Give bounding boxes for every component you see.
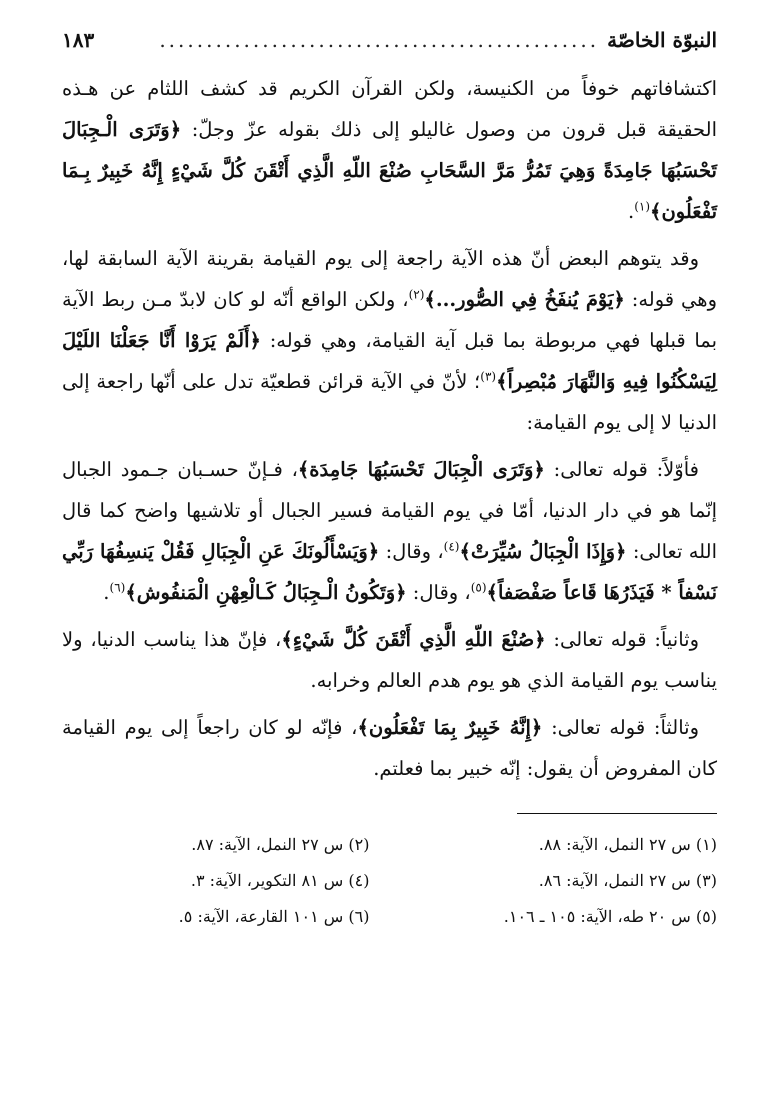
footnote: (٦) س ١٠١ القارعة، الآية: ٥. — [178, 907, 370, 926]
paragraph — [62, 707, 717, 789]
footnote: (٥) س ٢٠ طه، الآية: ١٠٥ ـ ١٠٦. — [503, 907, 717, 926]
text-run: . — [103, 581, 110, 604]
text-run: ، فـإنّ حسـبان جـمود الجبال إنّما هو في دار الدنيا، أمّا في يوم القيامة فسير الجبال أو تلاشيها واضح كما قال الله تعالى: — [62, 458, 717, 563]
text-run: وثانياً: قوله تعالى: — [545, 628, 699, 651]
footnote: (١) س ٢٧ النمل، الآية: ٨٨. — [538, 835, 717, 854]
paragraph — [62, 619, 717, 701]
text-run: ، فإنّه لو كان راجعاً إلى يوم القيامة كان المفروض أن يقول: إنّه خبير بما فعلتم. — [62, 716, 717, 780]
footnotes — [62, 830, 717, 932]
quran-verse: ﴿أَلَمْ يَرَوْا أَنَّا جَعَلْنَا اللَيْلَ لِيَسْكُنُوا فِيهِ وَالنَّهَارَ مُبْصِراً﴾ — [62, 329, 717, 393]
running-header — [62, 28, 717, 64]
page-number: ١٨٣ — [62, 28, 95, 52]
text-run: ، وقال: — [406, 581, 471, 604]
footnote: (٢) س ٢٧ النمل، الآية: ٨٧. — [191, 835, 370, 854]
quran-verse: ﴿وَيَسْأَلُونَكَ عَنِ الْجِبَالِ فَقُلْ يَنسِفُهَا رَبِّي نَسْفاً * فَيَذَرُهَا قَاعاً صَفْصَفاً﴾ — [62, 540, 717, 604]
leader-dots: ............................................... — [159, 28, 600, 52]
body-text — [62, 68, 717, 789]
quran-verse: ﴿وَتَرَى الْجِبَالَ تَحْسَبُهَا جَامِدَة﴾ — [297, 458, 545, 481]
chapter-title: النبوّة الخاصّة — [607, 28, 717, 52]
paragraph — [62, 238, 717, 443]
footnote-ref: (٥) — [470, 580, 487, 595]
footnote-ref: (٦) — [109, 580, 126, 595]
footnote-ref: (٣) — [480, 369, 497, 384]
text-run: ، وقال: — [379, 540, 444, 563]
paragraph — [62, 68, 717, 232]
quran-verse: ﴿صُنْعَ اللّهِ الَّذِي أَتْقَنَ كُلَّ شَيْءٍ﴾ — [281, 628, 546, 651]
text-run: ، ولكن الواقع أنّه لو كان لابدّ مـن ربط الآية بما قبلها فهي مربوطة بما قبل آية القيامة، وهي قوله: — [62, 288, 718, 352]
text-run: وثالثاً: قوله تعالى: — [542, 716, 699, 739]
quran-verse: ﴿وَإِذَا الْجِبَالُ سُيِّرَتْ﴾ — [459, 540, 627, 563]
text-run: ؛ لأنّ في الآية قرائن قطعيّة تدل على أنّها راجعة إلى الدنيا لا إلى يوم القيامة: — [62, 370, 717, 434]
footnote: (٤) س ٨١ التكوير، الآية: ٣. — [190, 871, 370, 890]
footnote-ref: (٤) — [443, 539, 460, 554]
footnote-ref: (٢) — [408, 287, 425, 302]
quran-verse: ﴿يَوْمَ يُنفَخُ فِي الصُّور...﴾ — [424, 288, 625, 311]
quran-verse: ﴿وَتَكُونُ الْـجِبَالُ كَـالْعِهْنِ الْمَنفُوش﴾ — [125, 581, 407, 604]
footnote-divider — [517, 813, 717, 814]
text-run: اكتشافاتهم خوفاً من الكنيسة، ولكن القرآن الكريم قد كشف اللثام عن هـذه الحقيقة قبل قرون من وصول غاليلو إلى ذلك بقوله عزّ وجلّ: — [62, 77, 718, 141]
footnote-ref: (١) — [634, 199, 651, 214]
quran-verse: ﴿وَتَرَى الْـجِبَالَ تَحْسَبُهَا جَامِدَةً وَهِيَ تَمُرُّ مَرَّ السَّحَابِ صُنْعَ اللّهِ الَّذِي أَتْقَنَ كُلَّ شَيْءٍ إِنَّهُ خَبِيرٌ بِـمَا تَفْعَلُون﴾ — [62, 118, 717, 223]
paragraph — [62, 449, 717, 613]
quran-verse: ﴿إِنَّهُ خَبِيرٌ بِمَا تَفْعَلُون﴾ — [357, 716, 543, 739]
text-run: فأوّلاً: قوله تعالى: — [544, 458, 699, 481]
footnote: (٣) س ٢٧ النمل، الآية: ٨٦. — [538, 871, 717, 890]
text-run: ، فإنّ هذا يناسب الدنيا، ولا يناسب يوم القيامة الذي هو يوم هدم العالم وخرابه. — [62, 628, 717, 692]
text-run: . — [627, 200, 635, 223]
text-run: وقد يتوهم البعض أنّ هذه الآية راجعة إلى يوم القيامة بقرينة الآية السابقة لها، وهي قوله: — [62, 247, 717, 311]
